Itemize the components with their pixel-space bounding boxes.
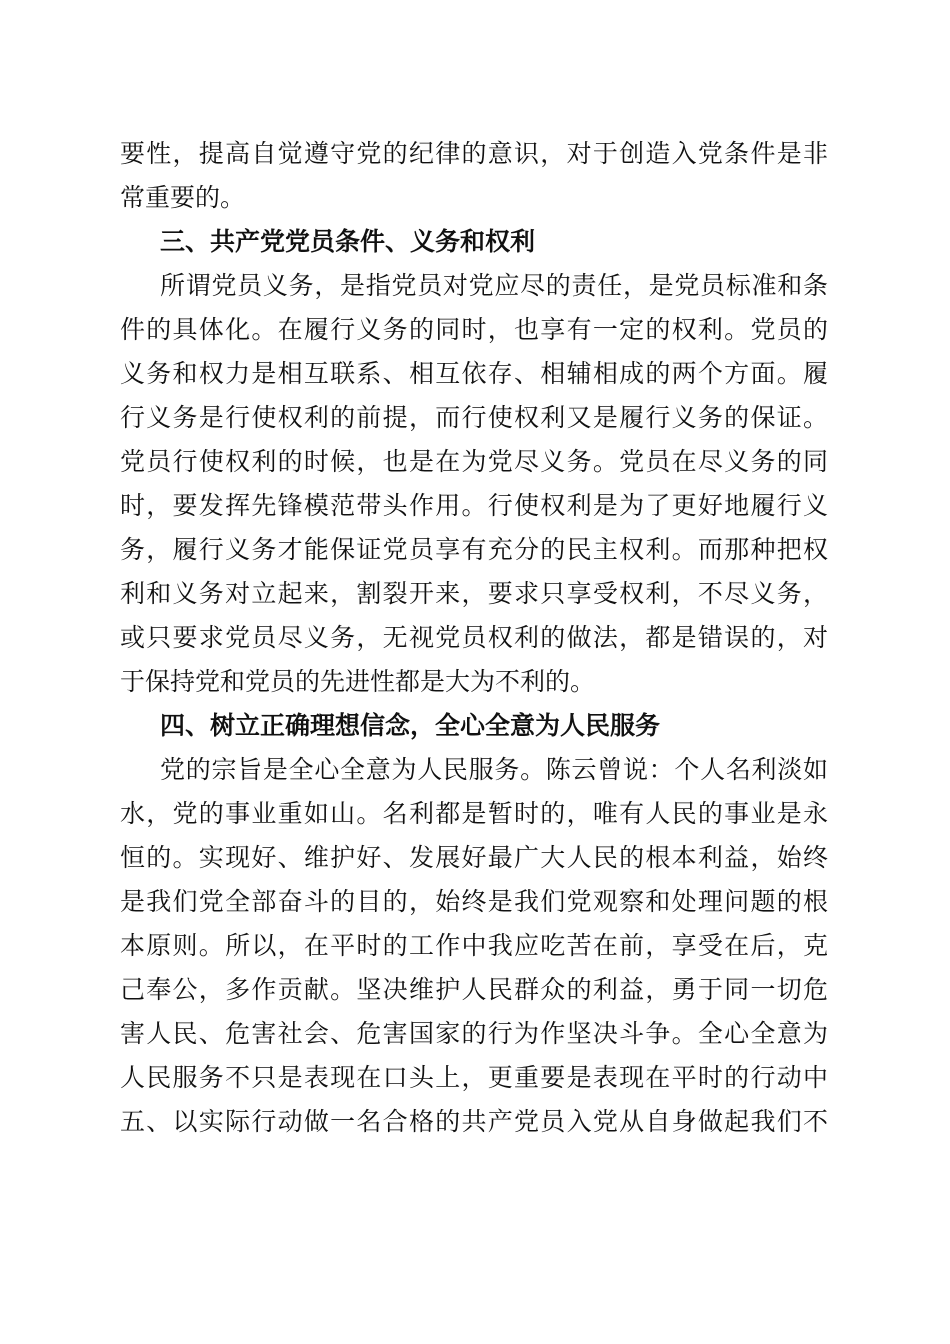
intro-line-2: 常重要的。 [120,183,246,212]
document-body [120,132,828,1144]
intro-line-1: 要性，提高自觉遵守党的纪律的意识，对于创造入党条件是非 [120,139,828,168]
section-4-line-7: 害人民、危害社会、危害国家的行为作坚决斗争。全心全意为 [120,1019,828,1048]
section-3-line-9: 或只要求党员尽义务，无视党员权利的做法，都是错误的，对 [120,623,828,652]
section-3-line-7: 务，履行义务才能保证党员享有充分的民主权利。而那种把权 [120,535,828,564]
section-4-line-8: 人民服务不只是表现在口头上，更重要是表现在平时的行动中 [120,1063,828,1092]
section-4-line-3: 恒的。实现好、维护好、发展好最广大人民的根本利益，始终 [120,843,828,872]
section-3-heading: 三、共产党党员条件、义务和权利 [160,227,536,256]
section-4-line-9: 五、以实际行动做一名合格的共产党员入党从自身做起我们不 [120,1107,828,1136]
section-4-heading: 四、树立正确理想信念，全心全意为人民服务 [160,711,661,740]
section-3-line-6: 时，要发挥先锋模范带头作用。行使权利是为了更好地履行义 [120,491,828,520]
section-3-line-2: 件的具体化。在履行义务的同时，也享有一定的权利。党员的 [120,315,828,344]
section-4-line-1: 党的宗旨是全心全意为人民服务。陈云曾说：个人名利淡如 [160,755,828,784]
section-3-line-1: 所谓党员义务，是指党员对党应尽的责任，是党员标准和条 [160,271,828,300]
section-4-line-4: 是我们党全部奋斗的目的，始终是我们党观察和处理问题的根 [120,887,828,916]
section-3-line-5: 党员行使权利的时候，也是在为党尽义务。党员在尽义务的同 [120,447,828,476]
section-3-line-8: 利和义务对立起来，割裂开来，要求只享受权利，不尽义务， [120,579,828,608]
section-3-line-4: 行义务是行使权利的前提，而行使权利又是履行义务的保证。 [120,403,828,432]
section-3-line-10: 于保持党和党员的先进性都是大为不利的。 [120,667,596,696]
section-4-line-5: 本原则。所以，在平时的工作中我应吃苦在前，享受在后，克 [120,931,828,960]
section-4-line-6: 己奉公，多作贡献。坚决维护人民群众的利益，勇于同一切危 [120,975,828,1004]
section-3-line-3: 义务和权力是相互联系、相互依存、相辅相成的两个方面。履 [120,359,828,388]
section-4-line-2: 水，党的事业重如山。名利都是暂时的，唯有人民的事业是永 [120,799,828,828]
